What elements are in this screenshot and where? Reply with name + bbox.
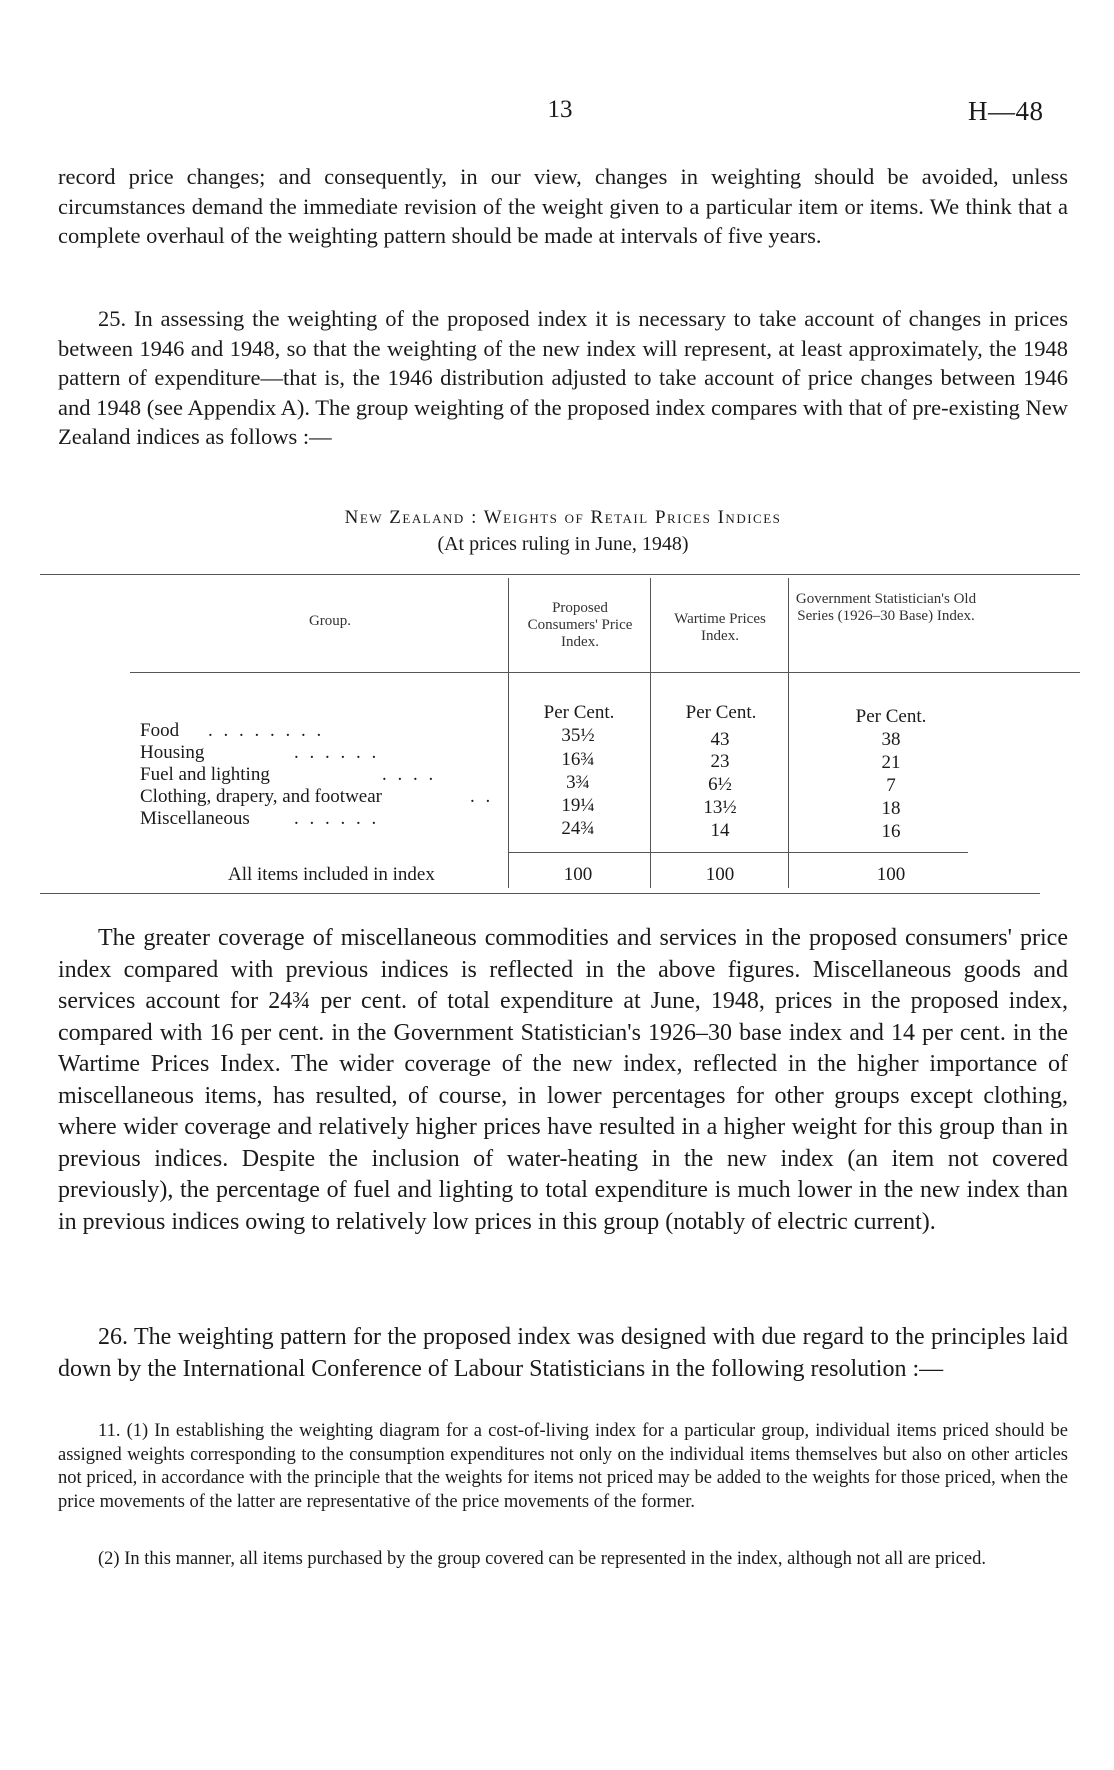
row-proposed-value: 24¾ [561,818,595,839]
row-leader-dots: . . . . . . . . [208,720,325,741]
row-government-value: 38 [881,729,901,750]
table-title: New Zealand : Weights of Retail Prices Indices [344,507,782,528]
table-bottom-rule [40,893,1040,894]
table-column-divider [508,578,509,888]
total-proposed-value: 100 [563,864,593,885]
header-proposed: Proposed Consumers' Price Index. [527,600,633,650]
row-proposed-value: 16¾ [561,749,595,770]
row-wartime-value: 43 [710,729,730,750]
paragraph-26: 26. The weighting pattern for the proposed index was designed with due regard to the principles laid down by the International Conference of Labour Statisticians in the following resolution :— [58,1324,1068,1382]
row-leader-dots: . . [470,786,494,807]
unit-label-wartime: Per Cent. [685,702,757,723]
row-group-label: Food [140,720,180,741]
row-wartime-value: 14 [710,820,730,841]
row-proposed-value: 3¾ [566,772,590,793]
quoted-resolution-clause-1: 11. (1) In establishing the weighting diagram for a cost-of-living index for a particular group, individual items priced should be assigned weights corresponding to the consumption expenditures not only on the individual items themselves but also on other articles not priced, in accordance with the principle that the weights for items not priced may be added to the weights for those priced, when the price movements of the latter are representative of the price movements of the former. [58,1421,1068,1512]
row-government-value: 18 [881,798,901,819]
row-government-value: 7 [886,775,896,796]
row-leader-dots: . . . . [382,764,437,785]
row-wartime-value: 13½ [703,797,737,818]
table-top-rule [40,574,1080,575]
row-wartime-value: 23 [710,751,730,772]
header-wartime: Wartime Prices Index. [674,611,766,644]
header-government: Government Statistician's Old Series (1926–30 Base) Index. [795,591,977,624]
row-leader-dots: . . . . . . [294,742,380,763]
table-header-rule [130,672,1080,673]
table-column-divider [650,578,651,888]
row-leader-dots: . . . . . . [294,808,380,829]
total-row-label: All items included in index [228,864,435,885]
page-number: 13 [547,96,573,123]
row-proposed-value: 19¼ [561,795,595,816]
unit-label-proposed: Per Cent. [543,702,615,723]
row-group-label: Housing [140,742,205,763]
table-subtitle: (At prices ruling in June, 1948) [437,533,689,555]
quoted-resolution-clause-2: (2) In this manner, all items purchased by the group covered can be represented in the index, although not all are priced. [98,1549,986,1569]
total-wartime-value: 100 [705,864,735,885]
document-code: H—48 [968,96,1044,126]
header-group: Group. [308,613,352,629]
paragraph-continuation: record price changes; and consequently, in our view, changes in weighting should be avoided, unless circumstances demand the immediate revision of the weight given to a particular item or items. We think that a complete overhaul of the weighting pattern should be made at intervals of five years. [58,164,1068,248]
paragraph-25: 25. In assessing the weighting of the proposed index it is necessary to take account of changes in prices between 1946 and 1948, so that the weighting of the new index will represent, at least approximately, the 1948 pattern of expenditure—that is, the 1946 distribution adjusted to take account of price changes between 1946 and 1948 (see Appendix A). The group weighting of the proposed index compares with that of pre-existing New Zealand indices as follows :— [58,306,1068,449]
table-total-rule [508,852,968,853]
row-group-label: Miscellaneous [140,808,250,829]
row-group-label: Fuel and lighting [140,764,270,785]
row-group-label: Clothing, drapery, and footwear [140,786,382,807]
total-government-value: 100 [876,864,906,885]
row-government-value: 21 [881,752,901,773]
paragraph-after-table: The greater coverage of miscellaneous commodities and services in the proposed consumers' price index compared with previous indices is reflected in the above figures. Miscellaneous goods and services account for 24¾ per cent. of total expenditure at June, 1948, prices in the proposed index, compared with 16 per cent. in the Government Statistician's 1926–30 base index and 14 per cent. in the Wartime Prices Index. The wider coverage of the new index, reflected in the higher importance of miscellaneous items, has resulted, of course, in lower percentages for other groups except clothing, where wider coverage and relatively higher prices have resulted in a higher weight for this group than in previous indices. Despite the inclusion of water-heating in the new index (an item not covered previously), the percentage of fuel and lighting to total expenditure is much lower in the new index than in previous indices owing to relatively low prices in this group (notably of electric current). [58,925,1068,1235]
unit-label-government: Per Cent. [855,706,927,727]
row-proposed-value: 35½ [561,725,595,746]
row-wartime-value: 6½ [708,774,732,795]
table-column-divider [788,578,789,888]
row-government-value: 16 [881,821,901,842]
